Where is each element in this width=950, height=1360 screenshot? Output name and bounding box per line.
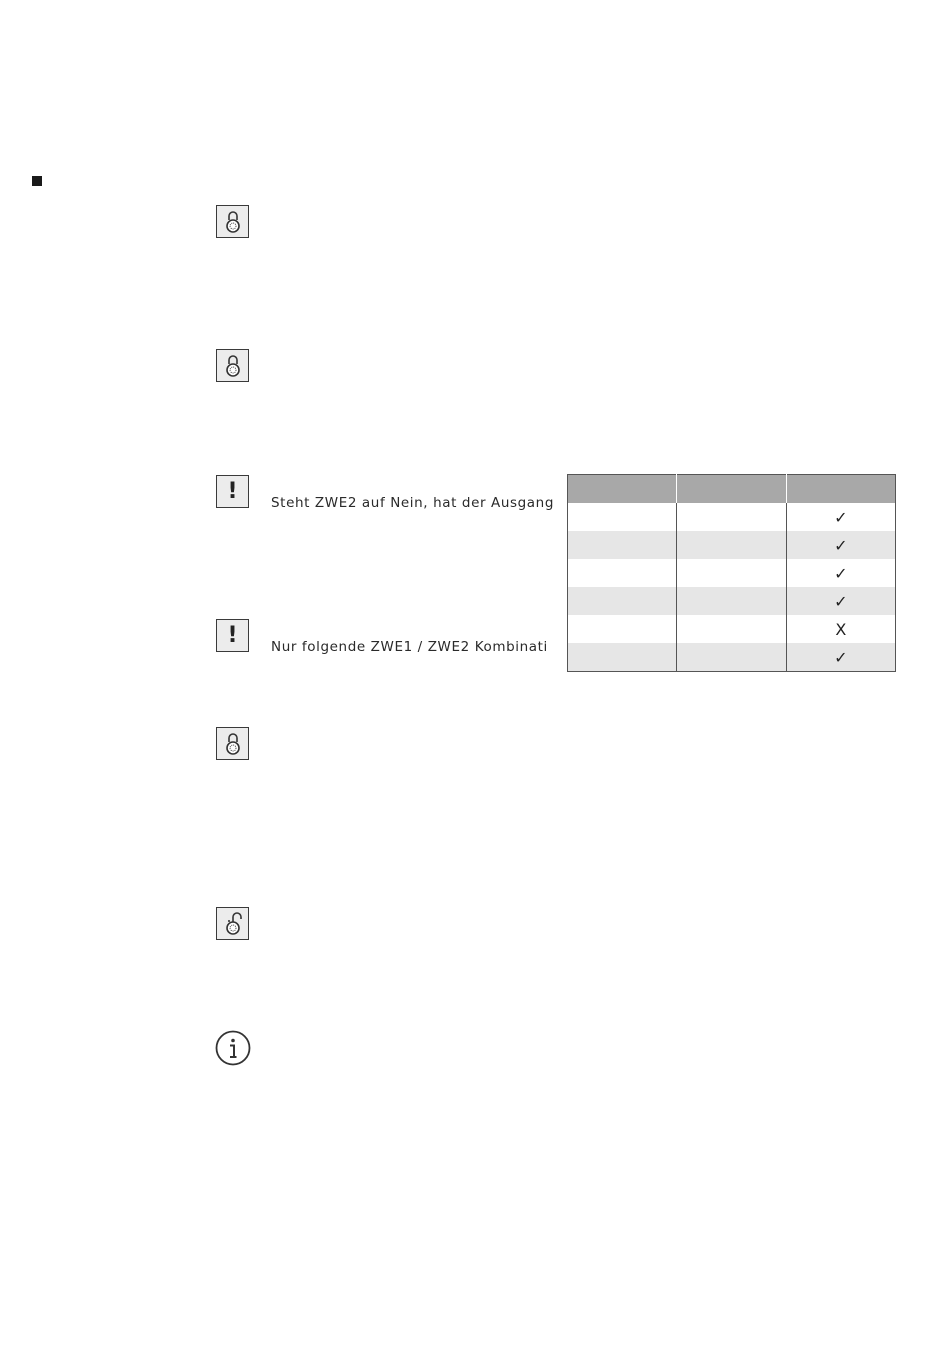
table-row: [568, 643, 896, 672]
cell-allowed: ✓: [786, 531, 895, 559]
note-zwe2-nein: Steht ZWE2 auf Nein, hat der Ausgang: [271, 495, 555, 511]
table-row: [568, 531, 896, 559]
section-bullet: [32, 176, 42, 186]
cell-zwe1: [568, 643, 677, 672]
cell-zwe2: [677, 615, 786, 643]
table-row: [568, 559, 896, 587]
cell-zwe2: [677, 643, 786, 672]
warning-exclamation-icon: [216, 475, 249, 508]
note-combinations: Nur folgende ZWE1 / ZWE2 Kombinati: [271, 639, 548, 655]
cell-zwe2: [677, 503, 786, 531]
cell-zwe1: [568, 587, 677, 615]
header-allowed: [786, 475, 895, 504]
cell-allowed: X: [835, 619, 847, 639]
table-header-row: [568, 475, 896, 504]
cell-allowed: ✓: [834, 507, 848, 527]
cell-zwe2: [677, 587, 786, 615]
info-icon: [215, 1030, 251, 1066]
lock-locked-icon: [216, 205, 249, 238]
table-row: [568, 615, 896, 643]
cell-zwe1: [568, 503, 677, 531]
warning-exclamation-icon: [216, 619, 249, 652]
lock-locked-icon: [216, 727, 249, 760]
combination-table: [567, 474, 896, 672]
cell-allowed: ✓: [786, 587, 895, 615]
table-row: [568, 503, 896, 531]
cell-zwe2: [677, 531, 786, 559]
cell-zwe1: [568, 531, 677, 559]
exclamation-glyph: !: [227, 478, 238, 504]
header-zwe1: [568, 475, 677, 504]
cell-allowed: ✓: [786, 643, 895, 672]
cell-allowed: ✓: [834, 563, 848, 583]
cell-zwe1: [568, 615, 677, 643]
cell-zwe1: [568, 559, 677, 587]
lock-locked-icon: [216, 349, 249, 382]
lock-unlocked-icon: [216, 907, 249, 940]
table-row: [568, 587, 896, 615]
cell-zwe2: [677, 559, 786, 587]
exclamation-glyph: !: [227, 622, 238, 648]
header-zwe2: [677, 475, 786, 504]
